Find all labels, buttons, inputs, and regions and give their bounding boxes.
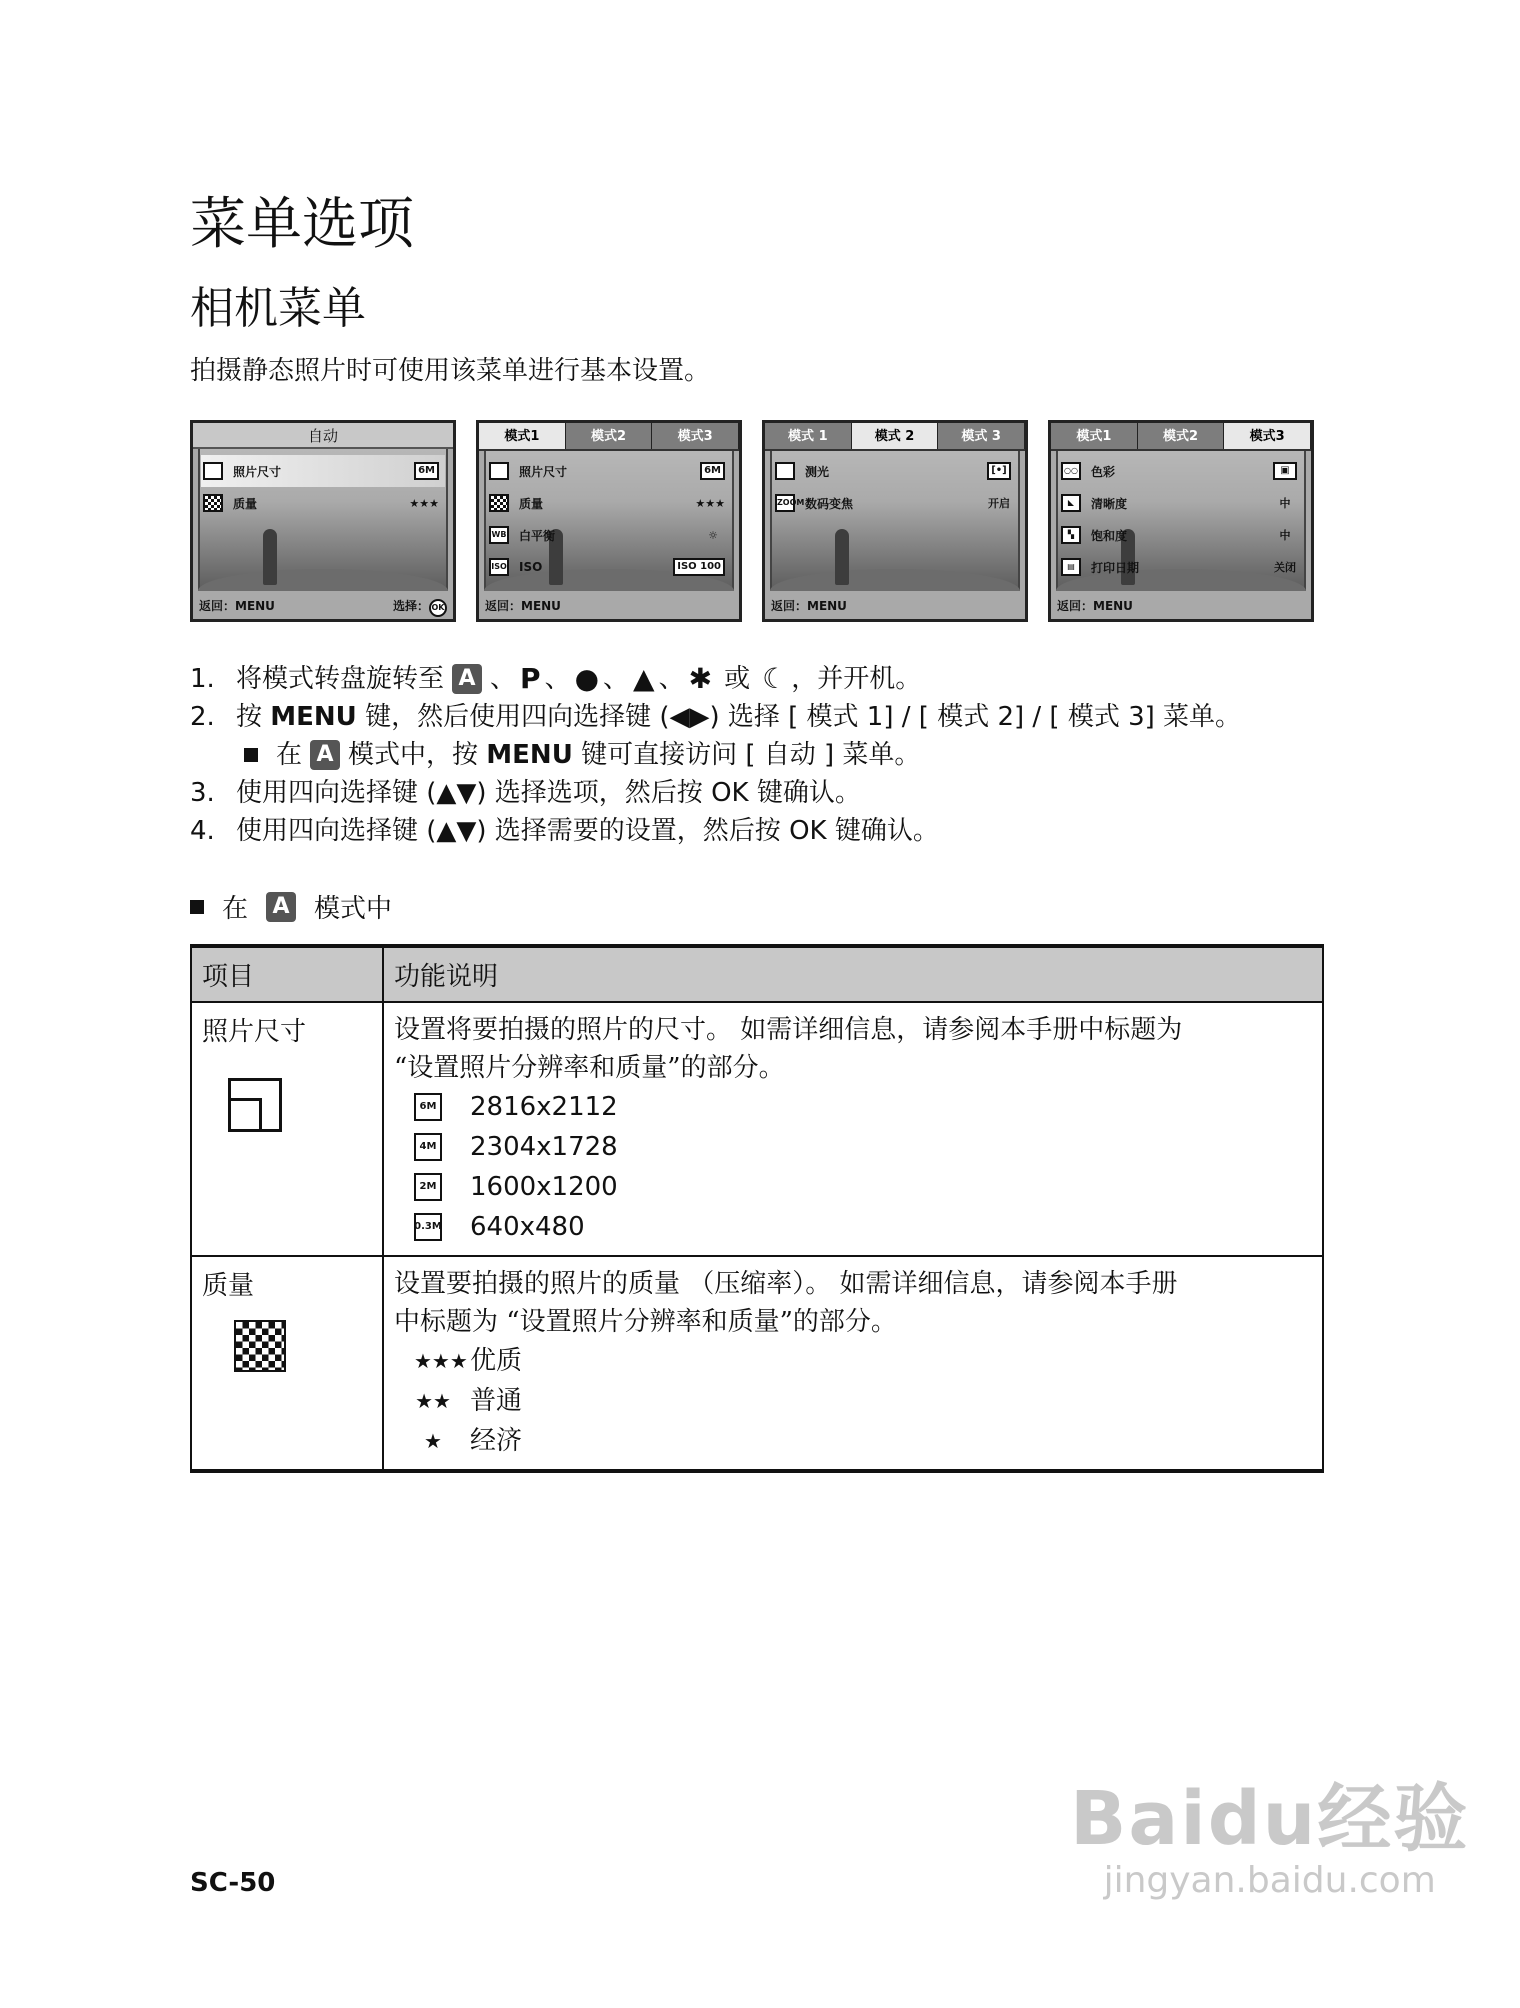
quality-icon: [489, 494, 509, 512]
intro-text: 拍摄静态照片时可使用该菜单进行基本设置。: [190, 356, 711, 386]
size-0-3m-icon: 0.3M: [414, 1213, 442, 1241]
camera-screen-mode3: [1048, 420, 1314, 622]
quality-icon: [203, 494, 223, 512]
auto-mode-icon: A: [266, 892, 296, 922]
camera-screen-mode1: [476, 420, 742, 622]
menu-row-image-size[interactable]: 照片尺寸 6M: [487, 455, 731, 487]
normal-stars-icon: ★★: [415, 1389, 451, 1413]
size-option: 2M 1600x1200: [394, 1167, 1312, 1207]
step-2: 2. 按 MENU 键，然后使用四向选择键 (◀▶) 选择 [ 模式 1] / [ 模式 2] / [ 模式 3] 菜单。: [190, 702, 1242, 732]
menu-row-digital-zoom[interactable]: ZOOM 数码变焦 开启: [773, 487, 1017, 519]
tab-mode2[interactable]: 模式2: [1138, 423, 1225, 449]
quality-option: ★★★ 优质: [394, 1341, 1312, 1381]
step-3: 3. 使用四向选择键 (▲▼) 选择选项，然后按 OK 键确认。: [190, 778, 861, 808]
menu-row-white-balance[interactable]: WB 白平衡 ☼: [487, 519, 731, 551]
bullet-square-icon: [244, 748, 258, 762]
landscape-mode-icon: ▲: [633, 662, 655, 695]
wb-icon: WB: [489, 526, 509, 544]
date-print-icon: ▤: [1061, 558, 1081, 576]
mode-heading: 在 A 模式中: [190, 888, 392, 925]
back-hint: 返回：MENU: [485, 599, 561, 613]
camera-screen-mode2: [762, 420, 1028, 622]
table-description: 设置将要拍摄的照片的尺寸。 如需详细信息，请参阅本手册中标题为 “设置照片分辨率和质量”的部分。: [394, 1015, 1183, 1083]
step-1: 1. 将模式转盘旋转至 A 、 P 、 ● 、 ▲ 、 ✱ 或 ☾ ，并开机。: [190, 660, 1241, 698]
sharpness-icon: ◣: [1061, 494, 1081, 512]
size-option: 4M 2304x1728: [394, 1127, 1312, 1167]
size-option: 6M 2816x2112: [394, 1087, 1312, 1127]
zoom-icon: ZOOM: [775, 494, 795, 512]
screen-title: 自动: [193, 423, 453, 449]
quality-option: ★ 经济: [394, 1421, 1312, 1461]
sports-mode-icon: ✱: [688, 662, 713, 695]
quality-option: ★★ 普通: [394, 1381, 1312, 1421]
tab-mode1[interactable]: 模式 1: [765, 423, 852, 449]
quality-icon: [234, 1320, 286, 1372]
program-mode-icon: P: [520, 662, 541, 695]
tab-mode3[interactable]: 模式 3: [938, 423, 1025, 449]
bullet-square-icon: [190, 900, 204, 914]
instruction-steps: [190, 660, 1241, 850]
back-hint: 返回：MENU: [199, 599, 275, 613]
back-hint: 返回：MENU: [771, 599, 847, 613]
table-header-item: 项目: [191, 946, 383, 1002]
tab-mode3[interactable]: 模式3: [652, 423, 739, 449]
table-description: 设置要拍摄的照片的质量 （压缩率）。 如需详细信息，请参阅本手册 中标题为 “设置照片分辨率和质量”的部分。: [394, 1269, 1178, 1337]
step-2-note: 在 A 模式中，按 MENU 键可直接访问 [ 自动 ] 菜单。: [190, 736, 1241, 774]
tab-mode2[interactable]: 模式 2: [852, 423, 939, 449]
settings-table: [190, 944, 1324, 1473]
economy-star-icon: ★: [424, 1429, 442, 1453]
image-size-icon: [203, 462, 223, 480]
tab-mode1[interactable]: 模式1: [1051, 423, 1138, 449]
tab-mode2[interactable]: 模式2: [566, 423, 653, 449]
image-size-icon: [228, 1078, 282, 1132]
size-2m-icon: 2M: [414, 1173, 442, 1201]
ok-button-icon: OK: [429, 599, 447, 617]
camera-screen-auto: [190, 420, 456, 622]
image-size-icon: [489, 462, 509, 480]
table-row: [191, 1256, 1323, 1471]
menu-row-sharpness[interactable]: ◣ 清晰度 中: [1059, 487, 1303, 519]
iso-icon: ISO: [489, 558, 509, 576]
size-4m-icon: 4M: [414, 1133, 442, 1161]
menu-row-iso[interactable]: ISO ISO ISO 100: [487, 551, 731, 583]
menu-row-image-size[interactable]: 照片尺寸 6M: [201, 455, 445, 487]
table-header-description: 功能说明: [383, 946, 1323, 1002]
menu-row-quality[interactable]: 质量 ★★★: [201, 487, 445, 519]
size-6m-icon: 6M: [414, 1093, 442, 1121]
page-title: 菜单选项: [190, 192, 414, 257]
table-item-label: 照片尺寸: [202, 1017, 307, 1047]
menu-row-color[interactable]: ○○ 色彩 ▣: [1059, 455, 1303, 487]
tab-mode3[interactable]: 模式3: [1224, 423, 1311, 449]
section-title: 相机菜单: [190, 283, 366, 334]
portrait-mode-icon: ●: [574, 662, 600, 695]
menu-row-quality[interactable]: 质量 ★★★: [487, 487, 731, 519]
night-mode-icon: ☾: [762, 662, 788, 695]
auto-mode-icon: A: [310, 740, 340, 770]
step-4: 4. 使用四向选择键 (▲▼) 选择需要的设置，然后按 OK 键确认。: [190, 816, 939, 846]
auto-mode-icon: A: [452, 664, 482, 694]
size-option: 0.3M 640x480: [414, 1212, 585, 1242]
back-hint: 返回：MENU: [1057, 599, 1133, 613]
page-number: SC-50: [190, 1868, 276, 1898]
table-item-label: 质量: [202, 1271, 255, 1301]
select-hint: 选择： OK: [393, 593, 447, 619]
tab-mode1[interactable]: 模式1: [479, 423, 566, 449]
menu-row-metering[interactable]: 测光 [•]: [773, 455, 1017, 487]
menu-row-date-print[interactable]: ▤ 打印日期 关闭: [1059, 551, 1303, 583]
menu-row-saturation[interactable]: ▚ 饱和度 中: [1059, 519, 1303, 551]
saturation-icon: ▚: [1061, 526, 1081, 544]
table-row: [191, 1002, 1323, 1256]
fine-stars-icon: ★★★: [414, 1349, 468, 1373]
color-icon: ○○: [1061, 462, 1081, 480]
metering-icon: [775, 462, 795, 480]
watermark: Baidu经验 jingyan.baidu.com: [1070, 1776, 1470, 1901]
